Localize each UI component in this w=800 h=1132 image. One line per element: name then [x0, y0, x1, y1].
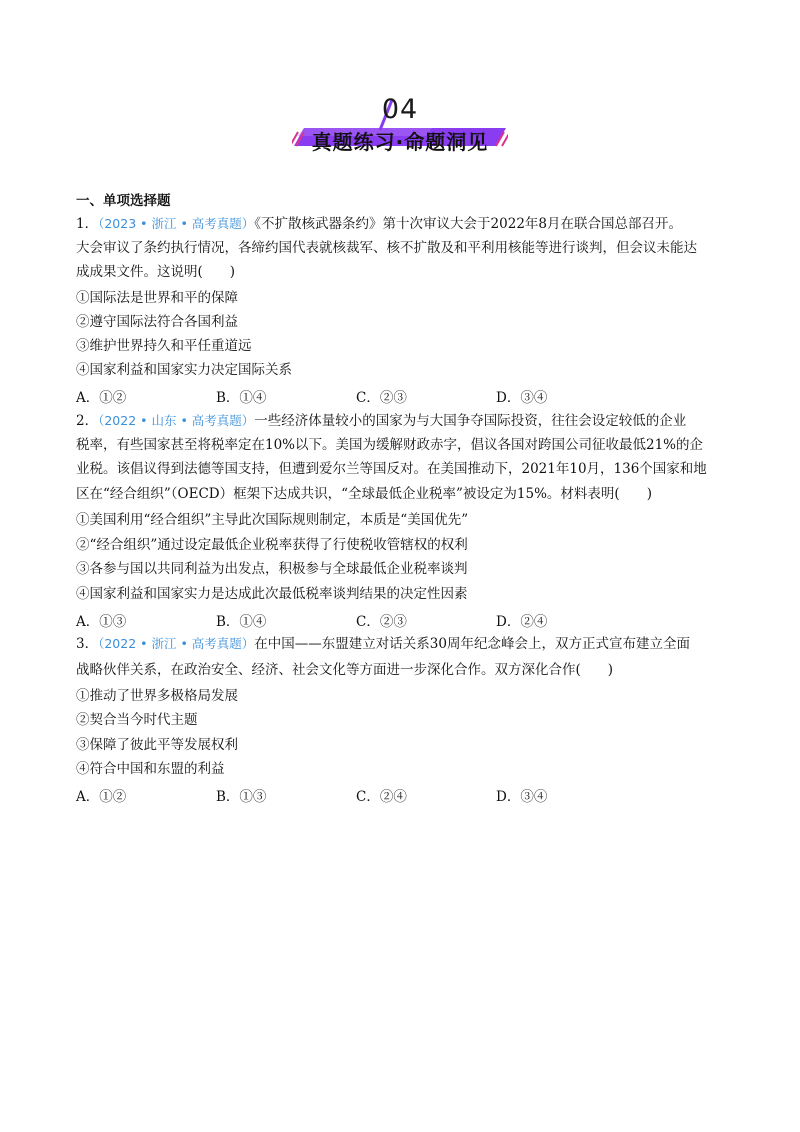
option-b[interactable]: B．①④	[216, 390, 267, 406]
question-source: （2023 • 浙江 • 高考真题）	[98, 216, 255, 231]
statement: ②遵守国际法符合各国利益	[76, 314, 238, 330]
option-b[interactable]: B．①③	[216, 789, 267, 805]
option-d[interactable]: D．②④	[496, 614, 548, 630]
question-2-line-1	[76, 411, 686, 431]
statement: ①美国利用“经合组织”主导此次国际规则制定，本质是“美国优先”	[76, 512, 469, 528]
section-title: 一、单项选择题	[76, 193, 171, 209]
question-stem-line: 税率，有些国家甚至将税率定在10%以下。美国为缓解财政赤字，倡议各国对跨国公司征收最低21%的企	[76, 437, 704, 453]
question-stem: 在中国——东盟建立对话关系30周年纪念峰会上，双方正式宣布建立全面	[254, 636, 690, 652]
statement: ④国家利益和国家实力是达成此次最低税率谈判结果的决定性因素	[76, 586, 468, 602]
question-number: 2．	[76, 413, 99, 429]
option-c[interactable]: C．②③	[356, 614, 407, 630]
question-stem-line: 业税。该倡议得到法德等国支持，但遭到爱尔兰等国反对。在美国推动下，2021年10月，136个国家和地	[76, 461, 707, 477]
statement: ③维护世界持久和平任重道远	[76, 338, 252, 354]
option-d[interactable]: D．③④	[496, 390, 548, 406]
statement: ②契合当今时代主题	[76, 712, 198, 728]
answer-options	[76, 386, 636, 406]
statement: ④国家利益和国家实力决定国际关系	[76, 362, 292, 378]
question-source: （2022 • 浙江 • 高考真题）	[98, 636, 255, 651]
answer-options	[76, 785, 636, 805]
option-c[interactable]: C．②④	[356, 789, 407, 805]
question-number: 3．	[76, 636, 99, 652]
question-1-line-1	[76, 214, 682, 234]
statement: ④符合中国和东盟的利益	[76, 761, 225, 777]
statement: ①推动了世界多极格局发展	[76, 688, 238, 704]
question-stem: 一些经济体量较小的国家为与大国争夺国际投资，往往会设定较低的企业	[254, 413, 687, 429]
statement: ①国际法是世界和平的保障	[76, 290, 238, 306]
chapter-title: 真题练习·命题洞见	[311, 130, 489, 154]
option-a[interactable]: A．①②	[76, 789, 127, 805]
question-stem: 《不扩散核武器条约》第十次审议大会于2022年8月在联合国总部召开。	[254, 216, 682, 232]
statement: ③各参与国以共同利益为出发点，积极参与全球最低企业税率谈判	[76, 561, 468, 577]
chapter-number: 04	[381, 94, 419, 125]
option-a[interactable]: A．①②	[76, 390, 127, 406]
option-d[interactable]: D．③④	[496, 789, 548, 805]
question-source: （2022 • 山东 • 高考真题）	[98, 413, 255, 428]
statement: ③保障了彼此平等发展权利	[76, 737, 238, 753]
question-stem-line: 战略伙伴关系，在政治安全、经济、社会文化等方面进一步深化合作。双方深化合作( )	[76, 662, 614, 678]
option-a[interactable]: A．①③	[76, 614, 127, 630]
chapter-header	[0, 90, 800, 170]
statement: ②“经合组织”通过设定最低企业税率获得了行使税收管辖权的权利	[76, 537, 468, 553]
option-b[interactable]: B．①④	[216, 614, 267, 630]
question-stem-line: 成成果文件。这说明( )	[76, 264, 236, 280]
question-3-line-1	[76, 634, 690, 654]
question-number: 1．	[76, 216, 99, 232]
question-stem-line: 大会审议了条约执行情况，各缔约国代表就核裁军、核不扩散及和平利用核能等进行谈判，但会议未能达	[76, 240, 697, 256]
answer-options	[76, 610, 636, 630]
question-stem-line: 区在“经合组织”（OECD）框架下达成共识，“全球最低企业税率”被设定为15%。材料表明( )	[76, 486, 652, 502]
option-c[interactable]: C．②③	[356, 390, 407, 406]
